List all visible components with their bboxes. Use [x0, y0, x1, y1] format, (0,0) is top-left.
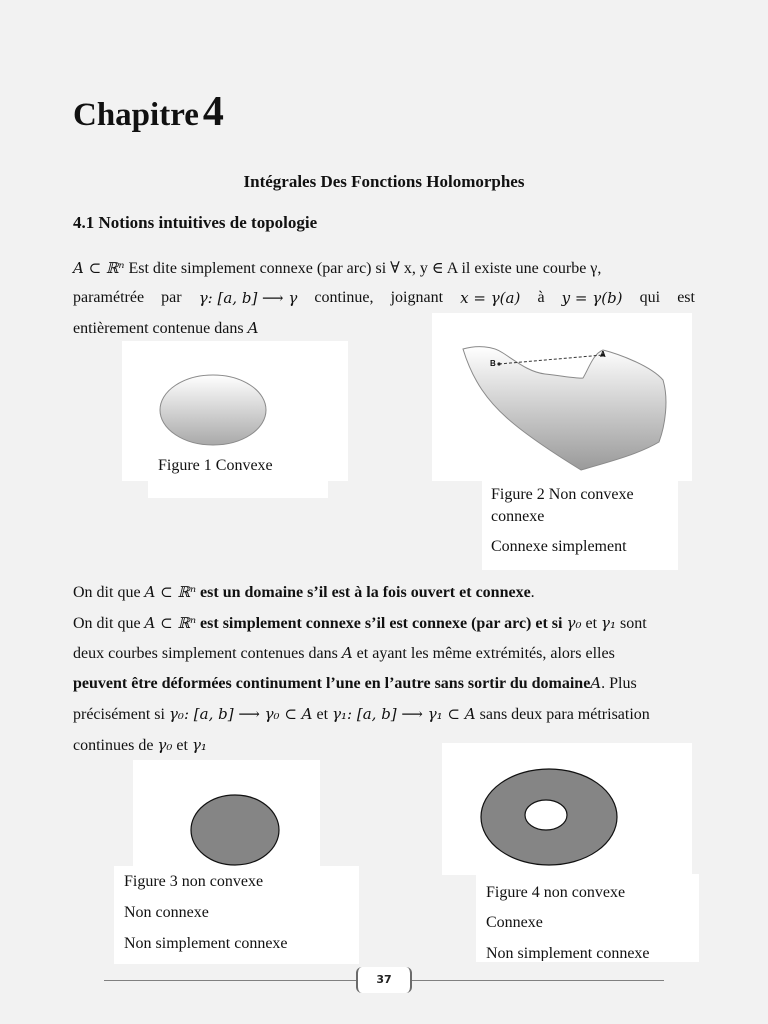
paragraph-2: On dit que A ⊂ ℝⁿ est un domaine s’il est à la fois ouvert et connexe. [73, 583, 535, 601]
page-number: 37 [356, 967, 412, 993]
paragraph-3-line-3: peuvent être déformées continument l’une en l’autre sans sortir du domaineA. Plus [73, 674, 637, 692]
figure-2-caption-2: connexe [491, 508, 545, 525]
figure-2-caption-1: Figure 2 Non convexe [491, 486, 634, 503]
figure-1-caption: Figure 1 Convexe [158, 457, 273, 474]
figure-4-caption-1: Figure 4 non convexe [486, 884, 626, 901]
paragraph-3-line-2: deux courbes simplement contenues dans A et ayant les même extrémités, alors elles [73, 644, 615, 662]
paragraph-1-line-1: A ⊂ ℝⁿ Est dite simplement connexe (par arc) si ∀ x, y ∈ A il existe une courbe γ, [73, 259, 602, 277]
paragraph-3-line-1: On dit que A ⊂ ℝⁿ est simplement connexe s’il est connexe (par arc) et si γ₀ et γ₁ sont [73, 614, 647, 632]
figure-1-ellipse [158, 374, 270, 448]
paragraph-1-line-2: paramétrée par γ: [a, b] ⟶ γ continue, joignant x = γ(a) à y = γ(b) qui est [73, 289, 695, 307]
figure-2-label-b: B [490, 359, 496, 368]
figure-4-caption-2: Connexe [486, 914, 543, 931]
chapter-heading [73, 88, 224, 136]
paragraph-1-line-3: entièrement contenue dans A [73, 319, 259, 337]
figure-2-shape [455, 342, 675, 474]
paragraph-3-line-4: précisément si γ₀: [a, b] ⟶ γ₀ ⊂ A et γ₁: [a, b] ⟶ γ₁ ⊂ A sans deux para métrisation [73, 705, 650, 723]
paragraph-3-line-5: continues de γ₀ et γ₁ [73, 736, 207, 754]
figure-3-disk [189, 794, 283, 868]
chapter-number: 4 [202, 89, 224, 135]
figure-3-caption-1: Figure 3 non convexe [124, 873, 264, 890]
figure-2-caption-3: Connexe simplement [491, 538, 627, 555]
figure-3-caption-3: Non simplement connexe [124, 935, 288, 952]
chapter-title: Intégrales Des Fonctions Holomorphes [243, 172, 525, 191]
figure-2-label-a: A [600, 350, 606, 359]
figure-4-caption-3: Non simplement connexe [486, 945, 650, 961]
figure-3-caption-2: Non connexe [124, 904, 209, 921]
figure-1-box-tab [148, 478, 328, 498]
figure-4-annulus [478, 767, 620, 869]
section-heading: 4.1 Notions intuitives de topologie [73, 213, 318, 232]
chapter-word: Chapitre [73, 97, 199, 133]
